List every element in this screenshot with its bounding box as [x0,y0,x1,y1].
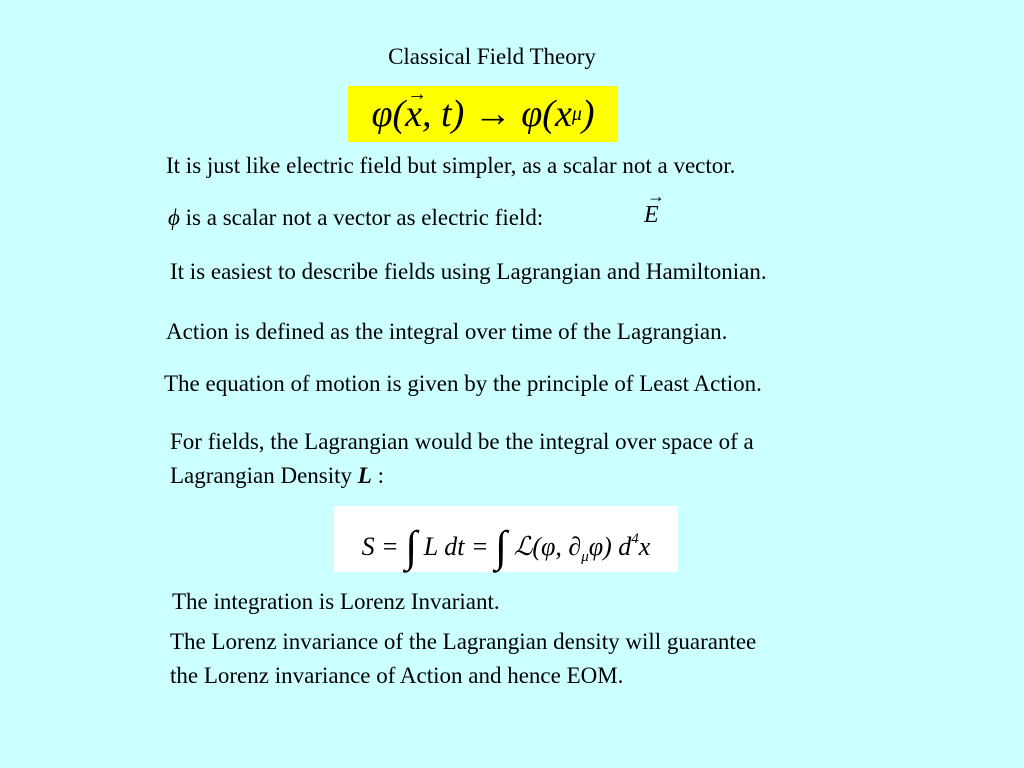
integral-sign-2: ∫ [495,522,508,571]
x-mu: x [554,93,572,135]
phi-open: φ( [371,93,406,135]
four-superscript: 4 [631,531,639,547]
e-vector-symbol: → E [644,202,659,229]
line-electric-field: It is just like electric field but simpler, as a scalar not a vector. [166,153,736,178]
s-equals: S = [361,532,406,561]
close-paren: ) [581,93,595,135]
line-invariance-b: the Lorenz invariance of Action and hence EOM. [170,663,624,688]
x-vector: → x [405,86,422,142]
l-dt: L dt = [417,532,496,561]
line-least-action: The equation of motion is given by the principle of Least Action. [164,371,762,396]
line-fields-a: For fields, the Lagrangian would be the integral over space of a [170,429,754,454]
field-equation-box [348,86,618,142]
phi-d: φ) d [588,532,632,561]
line-scalar [168,202,543,234]
density-text: Lagrangian Density [170,463,358,488]
colon: : [371,463,384,488]
line-lagrangian-hamiltonian: It is easiest to describe fields using Lagrangian and Hamiltonian. [170,259,767,284]
x-var: x [638,532,651,561]
line-invariance-a: The Lorenz invariance of the Lagrangian density will guarantee [170,629,757,654]
line-action-defined: Action is defined as the integral over time of the Lagrangian. [166,319,728,344]
arrow-phi: ) → φ( [451,93,555,135]
mu-superscript: μ [571,103,582,125]
action-equation-box [334,506,678,572]
integral-sign-1: ∫ [405,522,418,571]
lagrangian-density-symbol: L [357,463,372,488]
line-integration-invariant: The integration is Lorenz Invariant. [172,589,500,614]
comma-t: , t [422,93,452,135]
mu-subscript: μ [581,549,589,565]
scalar-text: is a scalar not a vector as electric field: [179,205,544,230]
line-fields-b [170,460,384,492]
slide-title: Classical Field Theory [388,44,596,69]
phi-symbol: ϕ [168,205,180,230]
lagrangian-expr: ℒ(φ, ∂ [507,532,582,561]
